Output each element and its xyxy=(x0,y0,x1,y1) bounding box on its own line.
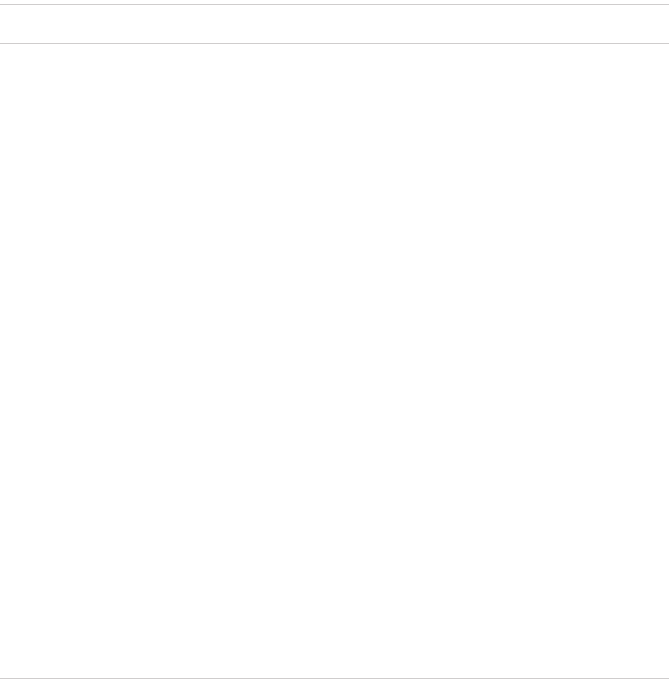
bottom-partial-row xyxy=(0,673,669,679)
top-partial-row xyxy=(0,0,669,5)
sheet-title-cell[interactable] xyxy=(0,5,669,44)
